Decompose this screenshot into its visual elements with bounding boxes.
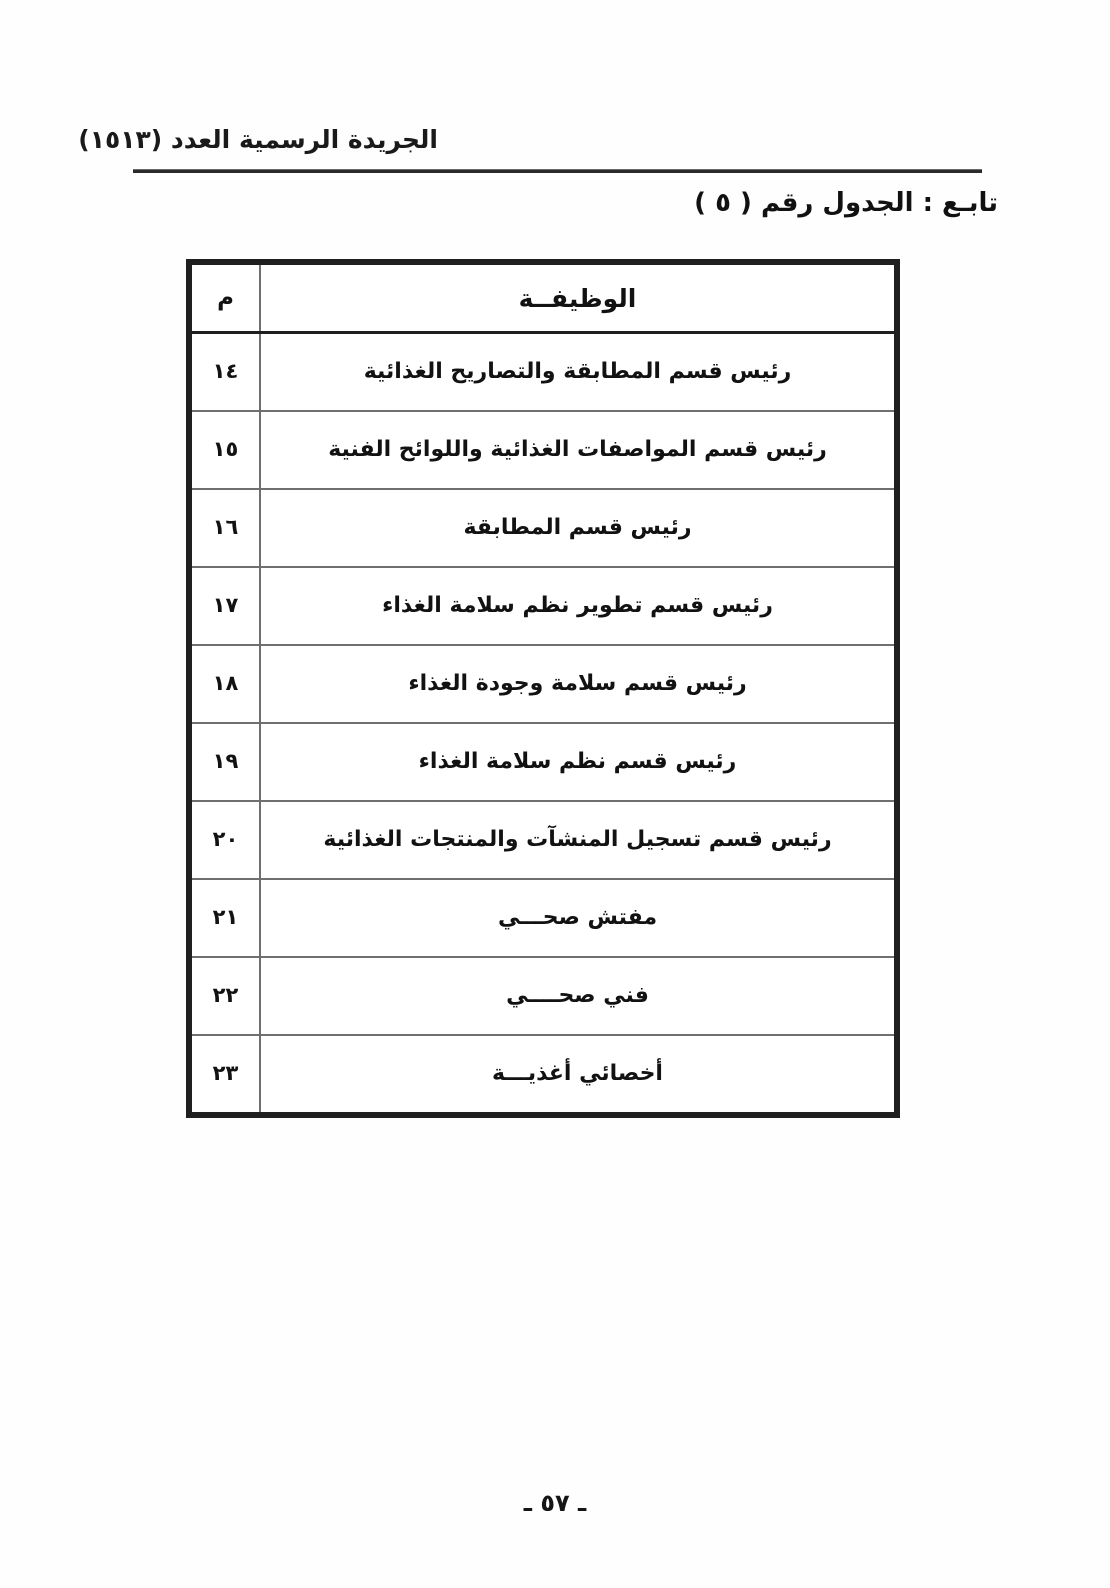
cell-job-title: فني صحــــي xyxy=(260,957,896,1035)
table-row xyxy=(190,567,896,645)
table-row xyxy=(190,645,896,723)
cell-row-number: ٢١ xyxy=(190,879,260,957)
column-header-job: الوظيفــة xyxy=(260,263,896,333)
table-row xyxy=(190,411,896,489)
cell-job-title: رئيس قسم سلامة وجودة الغذاء xyxy=(260,645,896,723)
page-number: ـ ٥٧ ـ xyxy=(523,1489,587,1517)
cell-job-title: رئيس قسم المواصفات الغذائية واللوائح الفنية xyxy=(260,411,896,489)
running-head-text: الجريدة الرسمية العدد (١٥١٣) xyxy=(78,125,438,154)
running-head xyxy=(78,125,438,154)
table-row xyxy=(190,489,896,567)
cell-job-title: رئيس قسم المطابقة xyxy=(260,489,896,567)
cell-row-number: ١٥ xyxy=(190,411,260,489)
jobs-table xyxy=(188,261,898,1116)
cell-job-title: رئيس قسم نظم سلامة الغذاء xyxy=(260,723,896,801)
column-header-number: م xyxy=(190,263,260,333)
cell-job-title: رئيس قسم تسجيل المنشآت والمنتجات الغذائية xyxy=(260,801,896,879)
cell-row-number: ١٤ xyxy=(190,333,260,412)
table-row xyxy=(190,333,896,412)
table-row xyxy=(190,1035,896,1114)
cell-job-title: رئيس قسم المطابقة والتصاريح الغذائية xyxy=(260,333,896,412)
table-header xyxy=(190,263,896,333)
table-row xyxy=(190,957,896,1035)
cell-job-title: أخصائي أغذيـــة xyxy=(260,1035,896,1114)
table-row xyxy=(190,723,896,801)
header-divider-rule xyxy=(133,169,982,173)
cell-job-title: رئيس قسم تطوير نظم سلامة الغذاء xyxy=(260,567,896,645)
table-caption: تابـع : الجدول رقم ( ٥ ) xyxy=(694,188,998,218)
cell-row-number: ٢٢ xyxy=(190,957,260,1035)
cell-job-title: مفتش صحـــي xyxy=(260,879,896,957)
table-header-row xyxy=(190,263,896,333)
cell-row-number: ٢٣ xyxy=(190,1035,260,1114)
cell-row-number: ١٨ xyxy=(190,645,260,723)
cell-row-number: ١٦ xyxy=(190,489,260,567)
cell-row-number: ٢٠ xyxy=(190,801,260,879)
cell-row-number: ١٧ xyxy=(190,567,260,645)
cell-row-number: ١٩ xyxy=(190,723,260,801)
table-body xyxy=(190,333,896,1115)
table-row xyxy=(190,879,896,957)
table-row xyxy=(190,801,896,879)
jobs-table-container xyxy=(192,261,898,1116)
